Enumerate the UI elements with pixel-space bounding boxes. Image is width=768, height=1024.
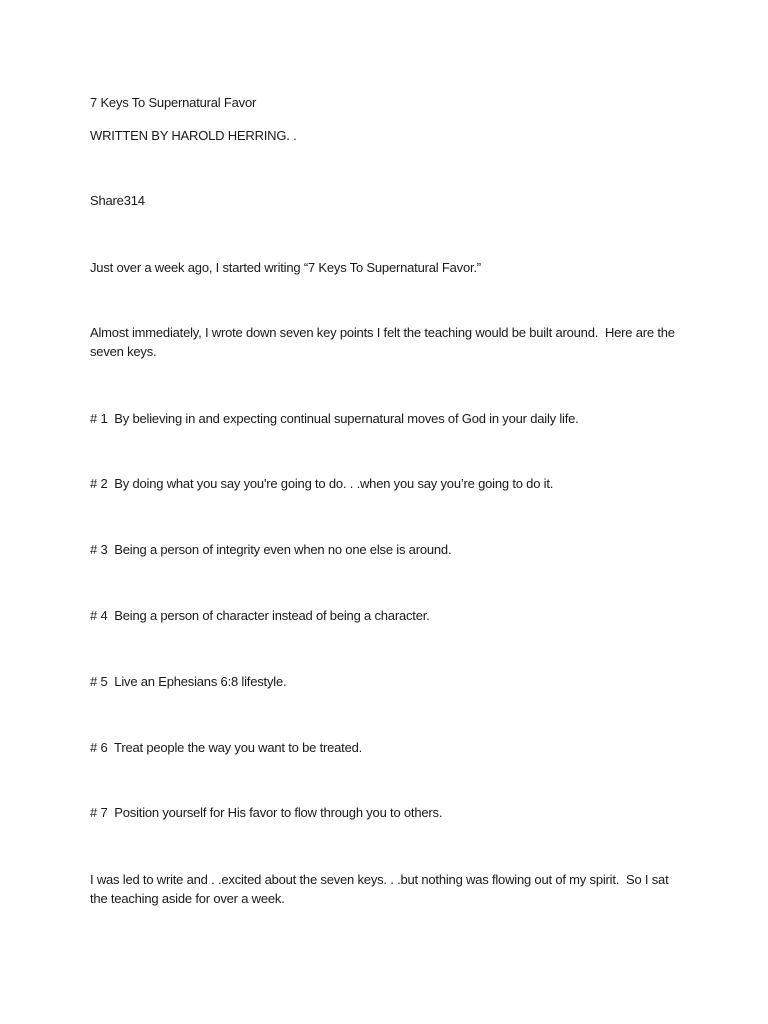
- key-item-6: # 6 Treat people the way you want to be treated.: [90, 740, 363, 755]
- key-item-3: # 3 Being a person of integrity even when no one else is around.: [90, 542, 452, 557]
- intro-paragraph: Just over a week ago, I started writing “7 Keys To Supernatural Favor.”: [90, 260, 481, 275]
- key-item-5: # 5 Live an Ephesians 6:8 lifestyle.: [90, 674, 287, 689]
- key-item-2: # 2 By doing what you say you're going to do. . .when you say you’re going to do it.: [90, 476, 554, 491]
- key-item-7: # 7 Position yourself for His favor to flow through you to others.: [90, 805, 443, 820]
- lead-in-paragraph: Almost immediately, I wrote down seven key points I felt the teaching would be built around. Here are the seven keys.: [90, 325, 679, 359]
- document-title: 7 Keys To Supernatural Favor: [90, 95, 257, 110]
- key-item-1: # 1 By believing in and expecting continual supernatural moves of God in your daily life.: [90, 411, 579, 426]
- closing-paragraph: I was led to write and . .excited about the seven keys. . .but nothing was flowing out of my spirit. So I sat the teaching aside for over a week.: [90, 872, 672, 906]
- byline: WRITTEN BY HAROLD HERRING. .: [90, 128, 297, 143]
- key-item-4: # 4 Being a person of character instead of being a character.: [90, 608, 430, 623]
- share-count: Share314: [90, 193, 145, 208]
